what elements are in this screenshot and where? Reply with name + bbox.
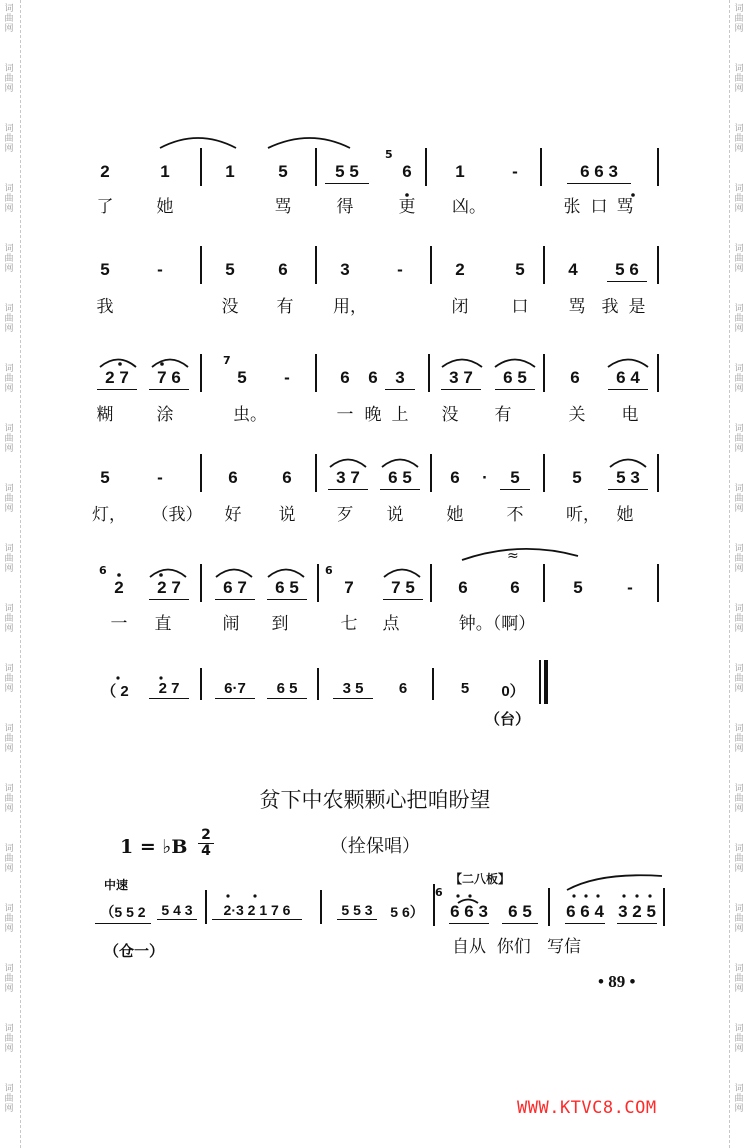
watermark-text: 词 曲 网 [734, 1084, 744, 1114]
barline [657, 354, 659, 392]
note: 3 [385, 368, 415, 390]
note: 5 6） [390, 904, 424, 920]
note: 2 [114, 578, 124, 597]
barline [317, 668, 319, 700]
barline [315, 246, 317, 284]
right-watermark-strip [729, 0, 750, 1148]
note: 5 [515, 260, 525, 279]
lyrics-row-1 [95, 192, 670, 218]
final-barline [544, 660, 548, 704]
lyric: 听， [566, 505, 600, 525]
octave-dot [635, 894, 638, 897]
note: 3 7 [441, 368, 481, 390]
lyric: 她 [616, 505, 634, 525]
barline [657, 564, 659, 602]
note: 2 [100, 162, 110, 181]
slur [268, 138, 350, 148]
percussion-cue: （仓一） [104, 942, 165, 960]
watermark-text: 词 曲 网 [734, 544, 744, 574]
watermark-text: 词 曲 网 [734, 904, 744, 934]
note: 7 [344, 578, 354, 597]
watermark-text: 词 曲 网 [4, 484, 14, 514]
note: 7 5 [383, 578, 423, 600]
note: - [512, 162, 518, 181]
site-url[interactable]: WWW.KTVC8.COM [517, 1098, 657, 1118]
note: 6 5 [267, 680, 307, 699]
lyric: 用， [333, 297, 367, 317]
octave-dot [118, 362, 122, 366]
note: 6 [228, 468, 238, 487]
tempo: 中速 [104, 878, 129, 892]
lyric: 电 [621, 405, 639, 425]
lyric: 骂 [274, 197, 292, 217]
barline [430, 454, 432, 492]
watermark-text: 词 曲 网 [4, 844, 14, 874]
lyric: 上 [391, 405, 409, 425]
barline [200, 246, 202, 284]
lyric: 灯， [92, 505, 126, 525]
note: 5 [500, 468, 530, 490]
note: 6 [398, 680, 408, 697]
watermark-text: 词 曲 网 [4, 784, 14, 814]
note: · [482, 468, 488, 487]
note: 3 7 [328, 468, 368, 490]
lyric: 了 [96, 197, 114, 217]
note: 6 6 3 [567, 162, 631, 184]
lyric: 她 [446, 505, 464, 525]
note: 2 7 [97, 368, 137, 390]
note: 6 6 3 [449, 902, 489, 924]
lyric: 口 [590, 197, 608, 217]
song-title: 贫下中农颗颗心把咱盼望 [259, 788, 491, 812]
lyrics-row-4 [92, 500, 670, 526]
slur [495, 360, 535, 368]
barline [200, 354, 202, 392]
note: 6 [570, 368, 580, 387]
note: （5 5 2 [95, 902, 151, 924]
slur [442, 360, 482, 368]
lyric: 到 [271, 614, 289, 634]
slur [152, 360, 188, 368]
slur [462, 549, 578, 560]
lyric: 不 [506, 505, 524, 525]
time-signature [198, 828, 214, 859]
grace-note: 6 [325, 564, 333, 577]
watermark-text: 词 曲 网 [4, 904, 14, 934]
barline [432, 668, 434, 700]
lyric: 说 [386, 505, 404, 525]
note: 3 [340, 260, 350, 279]
barline [539, 660, 541, 704]
note: 6 5 [267, 578, 307, 600]
lyrics-row-2 [95, 292, 670, 318]
watermark-text: 词 曲 网 [4, 604, 14, 634]
note: 6 6 4 [565, 902, 605, 924]
percussion-label: （台） [485, 710, 531, 728]
lyric: 钟。（啊） [458, 614, 536, 634]
note: 6 [458, 578, 468, 597]
lyric: 一 [110, 614, 128, 634]
note: - [157, 468, 163, 487]
lyric: 她 [156, 197, 174, 217]
page-number: • 89 • [598, 972, 636, 991]
note: - [157, 260, 163, 279]
note: 6 5 [380, 468, 420, 490]
barline [543, 354, 545, 392]
lyric: 没 [441, 405, 459, 425]
note: - [284, 368, 290, 387]
barline [430, 246, 432, 284]
notation-row-1 [95, 148, 670, 186]
note: 0） [501, 683, 525, 700]
watermark-text: 词 曲 网 [4, 964, 14, 994]
watermark-text: 词 曲 网 [4, 124, 14, 154]
lyric: 有 [494, 405, 512, 425]
section-label: 【二八板】 [450, 872, 511, 886]
watermark-text: 词 曲 网 [4, 1084, 14, 1114]
note: 2·3 2 1 7 6 [212, 902, 302, 920]
barline [200, 668, 202, 700]
watermark-text: 词 曲 网 [734, 784, 744, 814]
note: 5 4 3 [157, 902, 197, 920]
note: - [627, 578, 633, 597]
lyric: 闹 [222, 614, 240, 634]
note: 5 3 [608, 468, 648, 490]
note: 6 7 [215, 578, 255, 600]
barline [657, 148, 659, 186]
note: 5 [100, 468, 110, 487]
slur [384, 570, 420, 578]
slur [382, 460, 418, 468]
barline [663, 888, 665, 926]
note: 3 2 5 [617, 902, 657, 924]
barline [315, 354, 317, 392]
lyric: 涂 [156, 405, 174, 425]
notation-row-3 [95, 354, 670, 392]
grace-note: 5 [385, 148, 393, 161]
note: 5 [460, 680, 470, 697]
slur [216, 570, 252, 578]
lyric: 张 [563, 197, 581, 217]
note: 5 [573, 578, 583, 597]
barline [315, 454, 317, 492]
barline [425, 148, 427, 186]
barline [200, 564, 202, 602]
notation-row-4 [95, 468, 670, 492]
note: 5 [225, 260, 235, 279]
lyric: 糊 [96, 405, 114, 425]
watermark-text: 词 曲 网 [734, 244, 744, 274]
watermark-text: 词 曲 网 [4, 184, 14, 214]
note: 5 [237, 368, 247, 387]
barline [543, 246, 545, 284]
watermark-text: 词 曲 网 [4, 544, 14, 574]
slur [160, 138, 236, 148]
lyric: 晚 [364, 405, 382, 425]
note: 5 5 3 [337, 902, 377, 920]
note: 6 [450, 468, 460, 487]
lyric: 好 [224, 505, 242, 525]
barline [200, 148, 202, 186]
watermark-text: 词 曲 网 [4, 724, 14, 754]
watermark-text: 词 曲 网 [4, 364, 14, 394]
slur [610, 460, 646, 468]
note: 6 [278, 260, 288, 279]
octave-dot [622, 894, 625, 897]
watermark-text: 词 曲 网 [734, 964, 744, 994]
note: 4 [568, 260, 578, 279]
note: 1 [160, 162, 170, 181]
lyric: 没 [221, 297, 239, 317]
barline [543, 564, 545, 602]
note: 5 5 [325, 162, 369, 184]
octave-dot [572, 894, 575, 897]
note: 6·7 [215, 680, 255, 699]
note: 5 [572, 468, 582, 487]
lyric: 说 [278, 505, 296, 525]
time-numerator: 2 [198, 828, 214, 844]
watermark-text: 词 曲 网 [734, 664, 744, 694]
watermark-text: 词 曲 网 [4, 4, 14, 34]
barline [205, 890, 207, 924]
watermark-text: 词 曲 网 [4, 244, 14, 274]
note: 6 [340, 368, 350, 387]
grace-note: 6 [99, 564, 107, 577]
key-signature: 1 = ♭B [120, 836, 188, 858]
lyric: 有 [276, 297, 294, 317]
lyric: 得 [336, 197, 354, 217]
watermark-text: 词 曲 网 [734, 484, 744, 514]
lyric: 骂 [616, 197, 634, 217]
singer: （拴保唱） [330, 836, 420, 857]
watermark-text: 词 曲 网 [734, 4, 744, 34]
verse-lyrics: 自从 你们 写信 [452, 937, 582, 957]
notation-row-2 [95, 260, 670, 284]
watermark-text: 词 曲 网 [734, 424, 744, 454]
octave-dot [159, 573, 163, 577]
note: 6 4 [608, 368, 648, 390]
lyric: 骂 [568, 297, 586, 317]
note: 5 6 [607, 260, 647, 282]
barline [543, 454, 545, 492]
grace-note: 7 [223, 354, 231, 367]
lyric: 一 [336, 405, 354, 425]
left-watermark-strip [0, 0, 21, 1148]
octave-dot [648, 894, 651, 897]
note: （ 2 [101, 683, 129, 700]
note: 2 7 [149, 578, 189, 600]
lyric: 我 [601, 297, 619, 317]
notation-row-5 [95, 548, 670, 602]
watermark-text: 词 曲 网 [734, 604, 744, 634]
slur [150, 570, 186, 578]
lyric: 是 [628, 297, 646, 317]
lyric: 直 [154, 614, 172, 634]
octave-dot [160, 362, 164, 366]
note: 3 5 [333, 680, 373, 699]
watermark-text: 词 曲 网 [734, 304, 744, 334]
lyric: 歹 [336, 505, 354, 525]
octave-dot [253, 894, 256, 897]
note: - [397, 260, 403, 279]
barline [657, 246, 659, 284]
grace-note: 6 [435, 886, 443, 899]
watermark-text: 词 曲 网 [734, 184, 744, 214]
note: 5 [100, 260, 110, 279]
mordent-mark: ≈ [507, 548, 519, 564]
note: 1 [455, 162, 465, 181]
watermark-text: 词 曲 网 [734, 64, 744, 94]
note: 6 [282, 468, 292, 487]
note: 2 [455, 260, 465, 279]
watermark-text: 词 曲 网 [734, 1024, 744, 1054]
barline [430, 564, 432, 602]
barline [548, 888, 550, 926]
barline [657, 454, 659, 492]
barline [315, 148, 317, 186]
barline [540, 148, 542, 186]
watermark-text: 词 曲 网 [4, 664, 14, 694]
octave-dot [596, 894, 599, 897]
slur [268, 570, 304, 578]
watermark-text: 词 曲 网 [4, 64, 14, 94]
notation-row-6 [95, 680, 670, 704]
watermark-text: 词 曲 网 [734, 724, 744, 754]
note: 1 [225, 162, 235, 181]
watermark-text: 词 曲 网 [734, 124, 744, 154]
watermark-text: 词 曲 网 [4, 304, 14, 334]
lyric: 凶。 [452, 197, 486, 217]
lyric: 虫。 [233, 405, 267, 425]
watermark-text: 词 曲 网 [734, 844, 744, 874]
octave-dot [226, 894, 229, 897]
slur [567, 875, 662, 890]
barline [320, 890, 322, 924]
note: 6 [368, 368, 378, 387]
slur [330, 460, 366, 468]
watermark-text: 词 曲 网 [4, 1024, 14, 1054]
lyric: 点 [382, 614, 400, 634]
slur [100, 360, 136, 368]
lyric: 口 [511, 297, 529, 317]
note: 5 [278, 162, 288, 181]
note: 6 5 [495, 368, 535, 390]
note: 6 [510, 578, 520, 597]
octave-dot [584, 894, 587, 897]
watermark-text: 词 曲 网 [4, 424, 14, 454]
note: 2 7 [149, 680, 189, 699]
octave-dot [117, 573, 121, 577]
lyrics-row-3 [95, 400, 670, 426]
note: 7 6 [149, 368, 189, 390]
barline [200, 454, 202, 492]
lyric: 闭 [451, 297, 469, 317]
lyric: （我） [151, 505, 203, 525]
note: 6 5 [502, 902, 538, 924]
time-denominator: 4 [201, 843, 211, 859]
octave-dot [456, 894, 459, 897]
watermark-text: 词 曲 网 [734, 364, 744, 394]
lyric: 七 [340, 614, 358, 634]
lyrics-row-5 [95, 609, 670, 635]
barline [317, 564, 319, 602]
note: 6 [402, 162, 412, 181]
lyric: 关 [568, 405, 586, 425]
barline [428, 354, 430, 392]
lyric: 更 [398, 197, 416, 217]
octave-dot [468, 894, 471, 897]
slur [608, 360, 648, 368]
lyric: 我 [96, 297, 114, 317]
